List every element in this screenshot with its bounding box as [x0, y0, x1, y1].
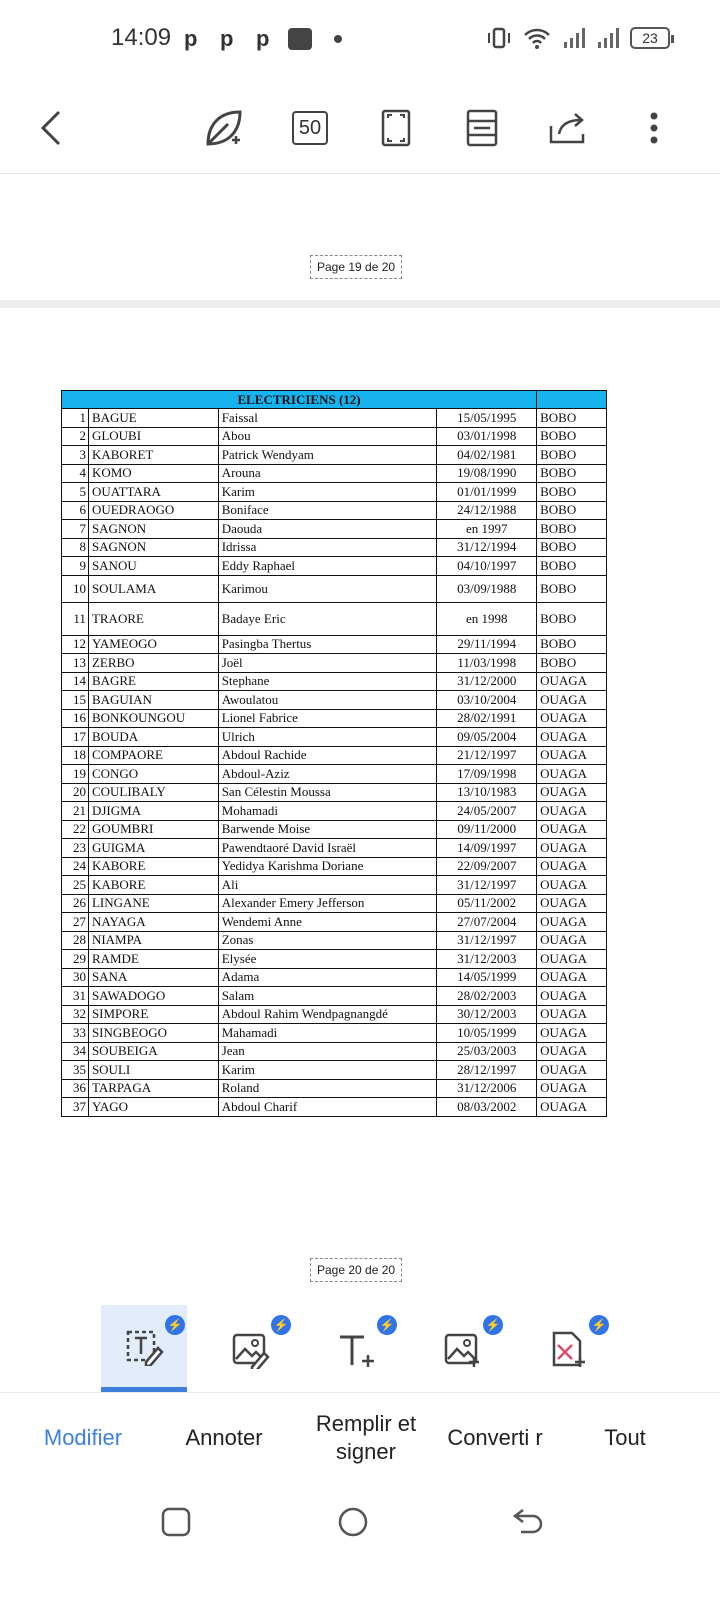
signal-icon	[596, 26, 620, 50]
edit-text-tool[interactable]	[101, 1305, 187, 1392]
row-number-cell[interactable]: 31	[62, 987, 89, 1006]
city-cell[interactable]: BOBO	[537, 538, 607, 557]
table-row	[62, 709, 607, 728]
row-number-cell[interactable]: 26	[62, 894, 89, 913]
birth-date-cell[interactable]: 31/12/1997	[437, 931, 537, 950]
table-row	[62, 1061, 607, 1080]
row-number-cell[interactable]: 2	[62, 427, 89, 446]
birth-date-cell[interactable]: 31/12/2000	[437, 672, 537, 691]
row-number-cell[interactable]: 25	[62, 876, 89, 895]
row-number-cell[interactable]: 15	[62, 691, 89, 710]
tab-annoter[interactable]: Annoter	[185, 1425, 263, 1450]
table-row	[62, 672, 607, 691]
row-number-cell[interactable]: 10	[62, 575, 89, 602]
city-cell[interactable]: BOBO	[537, 464, 607, 483]
table-row	[62, 1024, 607, 1043]
table-row	[62, 520, 607, 539]
zoom-level-button[interactable]	[286, 104, 334, 152]
first-name-cell[interactable]: Abdoul-Aziz	[218, 765, 437, 784]
premium-bolt-icon: ⚡	[589, 1315, 609, 1335]
city-cell[interactable]: OUAGA	[537, 913, 607, 932]
row-number-cell[interactable]: 29	[62, 950, 89, 969]
last-name-cell[interactable]: SAWADOGO	[88, 987, 218, 1006]
birth-date-cell[interactable]: 31/12/2006	[437, 1079, 537, 1098]
reading-mode-button[interactable]	[458, 104, 506, 152]
add-text-icon	[336, 1329, 376, 1369]
document-toolbar	[0, 80, 720, 174]
table-row	[62, 950, 607, 969]
last-name-cell[interactable]: OUATTARA	[88, 483, 218, 502]
first-name-cell[interactable]: Pawendtaoré David Israël	[218, 839, 437, 858]
table-row	[62, 783, 607, 802]
city-cell[interactable]: BOBO	[537, 446, 607, 465]
last-name-cell[interactable]: ZERBO	[88, 654, 218, 673]
table-row	[62, 1005, 607, 1024]
table-row	[62, 557, 607, 576]
last-name-cell[interactable]: BAGUIAN	[88, 691, 218, 710]
first-name-cell[interactable]: Adama	[218, 968, 437, 987]
first-name-cell[interactable]: Ali	[218, 876, 437, 895]
city-cell[interactable]: BOBO	[537, 635, 607, 654]
more-notifications-icon	[334, 35, 342, 43]
birth-date-cell[interactable]: 24/05/2007	[437, 802, 537, 821]
birth-date-cell[interactable]: 17/09/1998	[437, 765, 537, 784]
first-name-cell[interactable]: Abou	[218, 427, 437, 446]
city-cell[interactable]: OUAGA	[537, 857, 607, 876]
share-icon	[547, 108, 589, 148]
pdf-tools-icon	[548, 1329, 588, 1369]
row-number-cell[interactable]: 12	[62, 635, 89, 654]
birth-date-cell[interactable]: 14/05/1999	[437, 968, 537, 987]
table-row	[62, 575, 607, 602]
last-name-cell[interactable]: COMPAORE	[88, 746, 218, 765]
table-title[interactable]: ELECTRICIENS (12)	[62, 391, 537, 409]
notification-icon: p	[256, 26, 270, 51]
first-name-cell[interactable]: Awoulatou	[218, 691, 437, 710]
first-name-cell[interactable]: Idrissa	[218, 538, 437, 557]
last-name-cell[interactable]: SINGBEOGO	[88, 1024, 218, 1043]
birth-date-cell[interactable]: en 1998	[437, 602, 537, 635]
city-cell[interactable]: OUAGA	[537, 691, 607, 710]
last-name-cell[interactable]: KABORE	[88, 857, 218, 876]
birth-date-cell[interactable]: 31/12/1997	[437, 876, 537, 895]
first-name-cell[interactable]: Alexander Emery Jefferson	[218, 894, 437, 913]
last-name-cell[interactable]: GOUMBRI	[88, 820, 218, 839]
birth-date-cell[interactable]: 08/03/2002	[437, 1098, 537, 1117]
first-name-cell[interactable]: Mohamadi	[218, 802, 437, 821]
birth-date-cell[interactable]: 15/05/1995	[437, 409, 537, 428]
notification-icon: p	[184, 26, 198, 51]
row-number-cell[interactable]: 36	[62, 1079, 89, 1098]
city-cell[interactable]: BOBO	[537, 483, 607, 502]
table-row	[62, 464, 607, 483]
vibrate-icon	[486, 26, 512, 50]
city-cell[interactable]: BOBO	[537, 557, 607, 576]
first-name-cell[interactable]: Wendemi Anne	[218, 913, 437, 932]
first-name-cell[interactable]: Badaye Eric	[218, 602, 437, 635]
city-cell[interactable]: OUAGA	[537, 876, 607, 895]
table-row	[62, 538, 607, 557]
birth-date-cell[interactable]: 04/10/1997	[437, 557, 537, 576]
row-number-cell[interactable]: 7	[62, 520, 89, 539]
table-row	[62, 602, 607, 635]
table-header-cell[interactable]	[537, 391, 607, 409]
row-number-cell[interactable]: 14	[62, 672, 89, 691]
last-name-cell[interactable]: SAGNON	[88, 538, 218, 557]
table-row	[62, 765, 607, 784]
first-name-cell[interactable]: Stephane	[218, 672, 437, 691]
city-cell[interactable]: OUAGA	[537, 802, 607, 821]
edit-tools-bar	[0, 1305, 720, 1392]
first-name-cell[interactable]: Karimou	[218, 575, 437, 602]
table-header-row	[62, 391, 607, 409]
row-number-cell[interactable]: 11	[62, 602, 89, 635]
first-name-cell[interactable]: Yedidya Karishma Doriane	[218, 857, 437, 876]
first-name-cell[interactable]: Joël	[218, 654, 437, 673]
last-name-cell[interactable]: KABORE	[88, 876, 218, 895]
last-name-cell[interactable]: SANA	[88, 968, 218, 987]
birth-date-cell[interactable]: 21/12/1997	[437, 746, 537, 765]
last-name-cell[interactable]: YAGO	[88, 1098, 218, 1117]
first-name-cell[interactable]: Daouda	[218, 520, 437, 539]
row-number-cell[interactable]: 13	[62, 654, 89, 673]
table-row	[62, 876, 607, 895]
city-cell[interactable]: OUAGA	[537, 1005, 607, 1024]
last-name-cell[interactable]: BONKOUNGOU	[88, 709, 218, 728]
last-name-cell[interactable]: DJIGMA	[88, 802, 218, 821]
birth-date-cell[interactable]: 28/02/2003	[437, 987, 537, 1006]
birth-date-cell[interactable]: 13/10/1983	[437, 783, 537, 802]
row-number-cell[interactable]: 17	[62, 728, 89, 747]
row-number-cell[interactable]: 1	[62, 409, 89, 428]
fullscreen-icon	[380, 108, 412, 148]
birth-date-cell[interactable]: 11/03/1998	[437, 654, 537, 673]
row-number-cell[interactable]: 6	[62, 501, 89, 520]
birth-date-cell[interactable]: en 1997	[437, 520, 537, 539]
first-name-cell[interactable]: Salam	[218, 987, 437, 1006]
last-name-cell[interactable]: BOUDA	[88, 728, 218, 747]
first-name-cell[interactable]: San Célestin Moussa	[218, 783, 437, 802]
first-name-cell[interactable]: Arouna	[218, 464, 437, 483]
document-viewport[interactable]	[0, 175, 720, 1305]
last-name-cell[interactable]: BAGRE	[88, 672, 218, 691]
home-button[interactable]	[323, 1504, 383, 1540]
battery-icon: 23	[630, 27, 670, 49]
last-name-cell[interactable]: SANOU	[88, 557, 218, 576]
last-name-cell[interactable]: YAMEOGO	[88, 635, 218, 654]
last-name-cell[interactable]: SOULI	[88, 1061, 218, 1080]
table-row	[62, 409, 607, 428]
signal-icon	[562, 26, 586, 50]
birth-date-cell[interactable]: 04/02/1981	[437, 446, 537, 465]
city-cell[interactable]: OUAGA	[537, 820, 607, 839]
last-name-cell[interactable]: OUEDRAOGO	[88, 501, 218, 520]
leaf-sparkle-icon	[202, 106, 246, 150]
row-number-cell[interactable]: 24	[62, 857, 89, 876]
tab-remplir-signer[interactable]: Remplir et signer	[315, 1411, 417, 1464]
birth-date-cell[interactable]: 29/11/1994	[437, 635, 537, 654]
table-row	[62, 857, 607, 876]
city-cell[interactable]: OUAGA	[537, 765, 607, 784]
city-cell[interactable]: BOBO	[537, 575, 607, 602]
city-cell[interactable]: OUAGA	[537, 746, 607, 765]
city-cell[interactable]: OUAGA	[537, 950, 607, 969]
ai-assistant-button[interactable]	[200, 104, 248, 152]
birth-date-cell[interactable]: 28/02/1991	[437, 709, 537, 728]
home-icon	[337, 1506, 369, 1538]
row-number-cell[interactable]: 34	[62, 1042, 89, 1061]
city-cell[interactable]: OUAGA	[537, 728, 607, 747]
last-name-cell[interactable]: LINGANE	[88, 894, 218, 913]
first-name-cell[interactable]: Faissal	[218, 409, 437, 428]
city-cell[interactable]: BOBO	[537, 409, 607, 428]
more-vertical-icon	[648, 108, 660, 148]
table-row	[62, 654, 607, 673]
table-row	[62, 746, 607, 765]
row-number-cell[interactable]: 19	[62, 765, 89, 784]
first-name-cell[interactable]: Barwende Moise	[218, 820, 437, 839]
more-options-button[interactable]	[630, 104, 678, 152]
page-number-label: Page 20 de 20	[310, 1258, 402, 1282]
row-number-cell[interactable]: 9	[62, 557, 89, 576]
birth-date-cell[interactable]: 09/05/2004	[437, 728, 537, 747]
first-name-cell[interactable]: Abdoul Rachide	[218, 746, 437, 765]
first-name-cell[interactable]: Karim	[218, 1061, 437, 1080]
birth-date-cell[interactable]: 09/11/2000	[437, 820, 537, 839]
tab-tout[interactable]: Tout	[604, 1425, 646, 1450]
city-cell[interactable]: BOBO	[537, 602, 607, 635]
table-row	[62, 839, 607, 858]
first-name-cell[interactable]: Abdoul Rahim Wendpagnangdé	[218, 1005, 437, 1024]
table-row	[62, 931, 607, 950]
first-name-cell[interactable]: Eddy Raphael	[218, 557, 437, 576]
last-name-cell[interactable]: GLOUBI	[88, 427, 218, 446]
back-nav-button[interactable]	[498, 1504, 558, 1540]
electricians-table	[61, 390, 607, 1117]
office-app-icon	[288, 28, 312, 50]
tab-convertir[interactable]: Converti r	[447, 1425, 543, 1450]
last-name-cell[interactable]: CONGO	[88, 765, 218, 784]
table-row	[62, 728, 607, 747]
city-cell[interactable]: OUAGA	[537, 709, 607, 728]
last-name-cell[interactable]: KABORET	[88, 446, 218, 465]
table-row	[62, 968, 607, 987]
city-cell[interactable]: OUAGA	[537, 672, 607, 691]
city-cell[interactable]: BOBO	[537, 501, 607, 520]
row-number-cell[interactable]: 37	[62, 1098, 89, 1117]
city-cell[interactable]: BOBO	[537, 654, 607, 673]
city-cell[interactable]: OUAGA	[537, 1098, 607, 1117]
table-row	[62, 1042, 607, 1061]
premium-bolt-icon: ⚡	[165, 1315, 185, 1335]
birth-date-cell[interactable]: 31/12/2003	[437, 950, 537, 969]
page-layout-icon	[465, 108, 499, 148]
last-name-cell[interactable]: SOULAMA	[88, 575, 218, 602]
first-name-cell[interactable]: Mahamadi	[218, 1024, 437, 1043]
table-row	[62, 691, 607, 710]
row-number-cell[interactable]: 33	[62, 1024, 89, 1043]
table-row	[62, 802, 607, 821]
row-number-cell[interactable]: 30	[62, 968, 89, 987]
row-number-cell[interactable]: 23	[62, 839, 89, 858]
birth-date-cell[interactable]: 19/08/1990	[437, 464, 537, 483]
first-name-cell[interactable]: Lionel Fabrice	[218, 709, 437, 728]
first-name-cell[interactable]: Roland	[218, 1079, 437, 1098]
row-number-cell[interactable]: 22	[62, 820, 89, 839]
table-row	[62, 635, 607, 654]
pdf-tools-tool[interactable]	[525, 1305, 611, 1392]
city-cell[interactable]: OUAGA	[537, 968, 607, 987]
table-row	[62, 427, 607, 446]
city-cell[interactable]: BOBO	[537, 520, 607, 539]
city-cell[interactable]: OUAGA	[537, 987, 607, 1006]
table-row	[62, 1098, 607, 1117]
first-name-cell[interactable]: Elysée	[218, 950, 437, 969]
annotate-image-tool[interactable]	[207, 1305, 293, 1392]
zoom-level: 50	[292, 111, 328, 145]
row-number-cell[interactable]: 4	[62, 464, 89, 483]
city-cell[interactable]: OUAGA	[537, 839, 607, 858]
add-text-tool[interactable]	[313, 1305, 399, 1392]
premium-bolt-icon: ⚡	[271, 1315, 291, 1335]
page-separator	[0, 300, 720, 308]
row-number-cell[interactable]: 20	[62, 783, 89, 802]
city-cell[interactable]: OUAGA	[537, 783, 607, 802]
last-name-cell[interactable]: KOMO	[88, 464, 218, 483]
birth-date-cell[interactable]: 27/07/2004	[437, 913, 537, 932]
row-number-cell[interactable]: 3	[62, 446, 89, 465]
table-row	[62, 913, 607, 932]
birth-date-cell[interactable]: 22/09/2007	[437, 857, 537, 876]
city-cell[interactable]: OUAGA	[537, 894, 607, 913]
city-cell[interactable]: OUAGA	[537, 1042, 607, 1061]
birth-date-cell[interactable]: 28/12/1997	[437, 1061, 537, 1080]
last-name-cell[interactable]: SAGNON	[88, 520, 218, 539]
premium-bolt-icon: ⚡	[483, 1315, 503, 1335]
birth-date-cell[interactable]: 30/12/2003	[437, 1005, 537, 1024]
recent-apps-icon	[160, 1506, 192, 1538]
city-cell[interactable]: BOBO	[537, 427, 607, 446]
fullscreen-button[interactable]	[372, 104, 420, 152]
city-cell[interactable]: OUAGA	[537, 1061, 607, 1080]
last-name-cell[interactable]: RAMDE	[88, 950, 218, 969]
status-bar	[0, 0, 720, 80]
first-name-cell[interactable]: Karim	[218, 483, 437, 502]
back-button[interactable]	[28, 104, 76, 152]
birth-date-cell[interactable]: 01/01/1999	[437, 483, 537, 502]
back-arrow-icon	[511, 1506, 545, 1538]
last-name-cell[interactable]: SIMPORE	[88, 1005, 218, 1024]
first-name-cell[interactable]: Zonas	[218, 931, 437, 950]
city-cell[interactable]: OUAGA	[537, 931, 607, 950]
add-image-icon	[442, 1329, 482, 1369]
birth-date-cell[interactable]: 31/12/1994	[437, 538, 537, 557]
row-number-cell[interactable]: 8	[62, 538, 89, 557]
annotate-image-icon	[230, 1329, 270, 1369]
birth-date-cell[interactable]: 10/05/1999	[437, 1024, 537, 1043]
city-cell[interactable]: OUAGA	[537, 1024, 607, 1043]
table-row	[62, 820, 607, 839]
row-number-cell[interactable]: 28	[62, 931, 89, 950]
table-row	[62, 501, 607, 520]
clock: 14:09	[111, 24, 172, 51]
table-row	[62, 446, 607, 465]
edit-text-icon	[124, 1326, 164, 1366]
share-button[interactable]	[544, 104, 592, 152]
first-name-cell[interactable]: Pasingba Thertus	[218, 635, 437, 654]
table-row	[62, 894, 607, 913]
city-cell[interactable]: OUAGA	[537, 1079, 607, 1098]
table-row	[62, 483, 607, 502]
system-nav-bar	[0, 1482, 720, 1600]
last-name-cell[interactable]: COULIBALY	[88, 783, 218, 802]
last-name-cell[interactable]: SOUBEIGA	[88, 1042, 218, 1061]
first-name-cell[interactable]: Patrick Wendyam	[218, 446, 437, 465]
first-name-cell[interactable]: Jean	[218, 1042, 437, 1061]
birth-date-cell[interactable]: 03/09/1988	[437, 575, 537, 602]
table-row	[62, 1079, 607, 1098]
recent-apps-button[interactable]	[146, 1504, 206, 1540]
first-name-cell[interactable]: Ulrich	[218, 728, 437, 747]
last-name-cell[interactable]: GUIGMA	[88, 839, 218, 858]
table-row	[62, 987, 607, 1006]
add-image-tool[interactable]	[419, 1305, 505, 1392]
last-name-cell[interactable]: NAYAGA	[88, 913, 218, 932]
birth-date-cell[interactable]: 03/01/1998	[437, 427, 537, 446]
last-name-cell[interactable]: TRAORE	[88, 602, 218, 635]
mode-tabs	[0, 1392, 720, 1482]
premium-bolt-icon: ⚡	[377, 1315, 397, 1335]
page-number-label: Page 19 de 20	[310, 255, 402, 279]
last-name-cell[interactable]: NIAMPA	[88, 931, 218, 950]
row-number-cell[interactable]: 16	[62, 709, 89, 728]
notification-icon: p	[220, 26, 234, 51]
row-number-cell[interactable]: 35	[62, 1061, 89, 1080]
row-number-cell[interactable]: 21	[62, 802, 89, 821]
chevron-left-icon	[37, 108, 67, 148]
row-number-cell[interactable]: 32	[62, 1005, 89, 1024]
tab-modifier[interactable]: Modifier	[43, 1425, 123, 1450]
first-name-cell[interactable]: Abdoul Charif	[218, 1098, 437, 1117]
last-name-cell[interactable]: BAGUE	[88, 409, 218, 428]
row-number-cell[interactable]: 18	[62, 746, 89, 765]
birth-date-cell[interactable]: 03/10/2004	[437, 691, 537, 710]
first-name-cell[interactable]: Boniface	[218, 501, 437, 520]
birth-date-cell[interactable]: 14/09/1997	[437, 839, 537, 858]
row-number-cell[interactable]: 5	[62, 483, 89, 502]
last-name-cell[interactable]: TARPAGA	[88, 1079, 218, 1098]
birth-date-cell[interactable]: 25/03/2003	[437, 1042, 537, 1061]
wifi-icon	[522, 26, 552, 50]
birth-date-cell[interactable]: 05/11/2002	[437, 894, 537, 913]
row-number-cell[interactable]: 27	[62, 913, 89, 932]
birth-date-cell[interactable]: 24/12/1988	[437, 501, 537, 520]
